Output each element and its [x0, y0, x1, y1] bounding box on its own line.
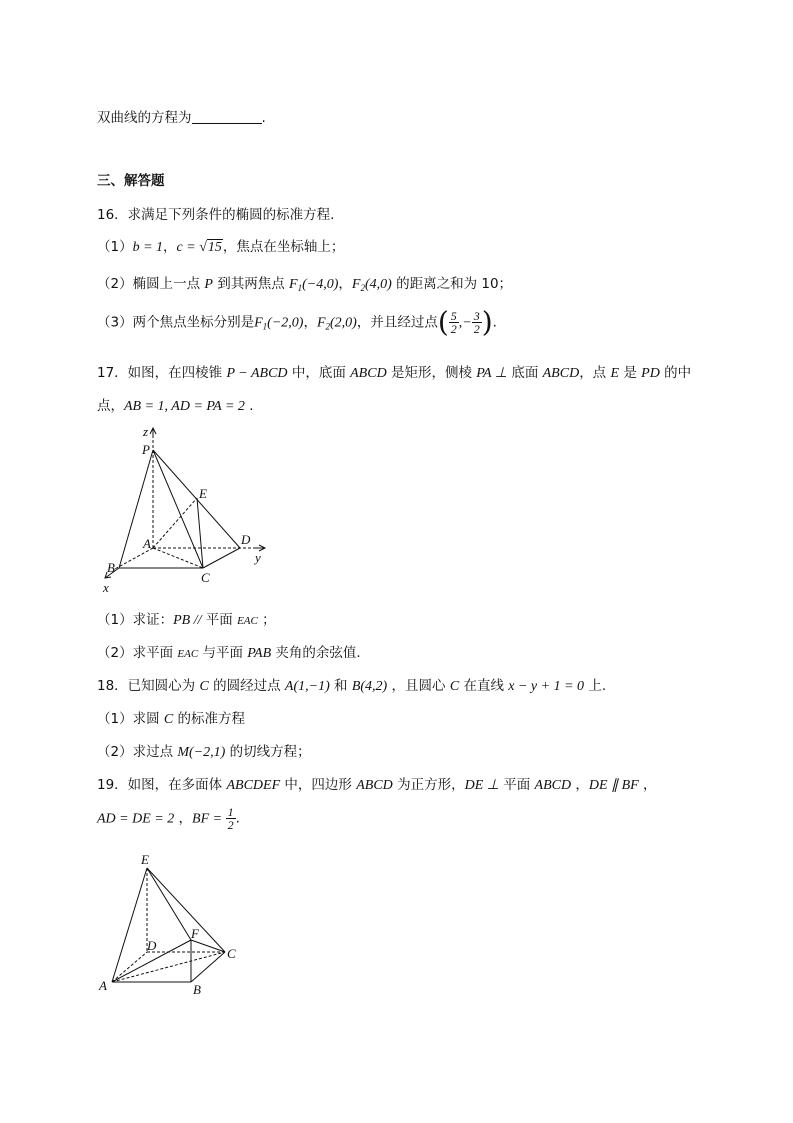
q17-part1: （1）求证：PB // 平面 EAC ；: [97, 612, 276, 628]
label-y: y: [255, 550, 261, 565]
q15-answer-line: 双曲线的方程为 .: [97, 110, 266, 126]
q19-polyhedron-figure: [95, 848, 255, 998]
q18-part1: （1）求圆 C 的标准方程: [97, 711, 246, 727]
section-title: 三、解答题: [97, 173, 165, 189]
label-D: D: [147, 938, 157, 953]
label-A: A: [143, 536, 151, 551]
label-z: z: [143, 424, 149, 439]
label-C: C: [227, 946, 236, 961]
q16-part3: （3）两个焦点坐标分别是$F_1(-2,0)$，$F_2(2,0)$，并且经过点( $\frac{5}{2}$ ,− $\frac{3}{2}$ ).: [97, 305, 497, 339]
q17-part2: （2）求平面 EAC 与平面 PAB 夹角的余弦值.: [97, 645, 361, 661]
q17-pyramid-figure: [95, 420, 280, 595]
q16-part2: （2）椭圆上一点 P 到其两焦点 $F_1(-4,0)$，$F_2(4,0)$ 的距离之和为 10；: [97, 276, 513, 293]
label-F: F: [191, 926, 199, 941]
label-B: B: [107, 560, 115, 575]
q15-text: 双曲线的方程为: [97, 110, 192, 126]
label-C: C: [201, 570, 210, 585]
label-E: E: [141, 852, 149, 867]
q16-stem: 16．求满足下列条件的椭圆的标准方程.: [97, 207, 335, 223]
label-E: E: [199, 486, 207, 501]
q16-part1: （1）b = 1，c = √15，焦点在坐标轴上；: [97, 239, 345, 255]
q17-stem-line2: 点，AB = 1, AD = PA = 2 .: [97, 398, 254, 414]
label-D: D: [241, 532, 251, 547]
label-B: B: [193, 982, 201, 997]
q18-part2: （2）求过点 M(−2,1) 的切线方程；: [97, 744, 311, 760]
label-x: x: [103, 580, 109, 595]
q18-stem: 18．已知圆心为 C 的圆经过点 A(1,−1) 和 B(4,2) ，且圆心 C 在直线 x − y + 1 = 0 上.: [97, 678, 607, 694]
label-P: P: [142, 442, 150, 457]
q19-stem-line1: 19．如图，在多面体 ABCDEF 中，四边形 ABCD 为正方形，DE ⊥ 平面 ABCD ，DE ∥ BF ，: [97, 777, 657, 793]
q17-stem-line1: 17．如图，在四棱锥 P − ABCD 中，底面 ABCD 是矩形，侧棱 PA ⊥ 底面 ABCD，点 E 是 PD 的中: [97, 365, 692, 381]
answer-blank[interactable]: [192, 111, 262, 124]
label-A: A: [99, 978, 107, 993]
q19-stem-line2: AD = DE = 2 ，BF = $\frac{1}{2}$ .: [97, 805, 240, 832]
